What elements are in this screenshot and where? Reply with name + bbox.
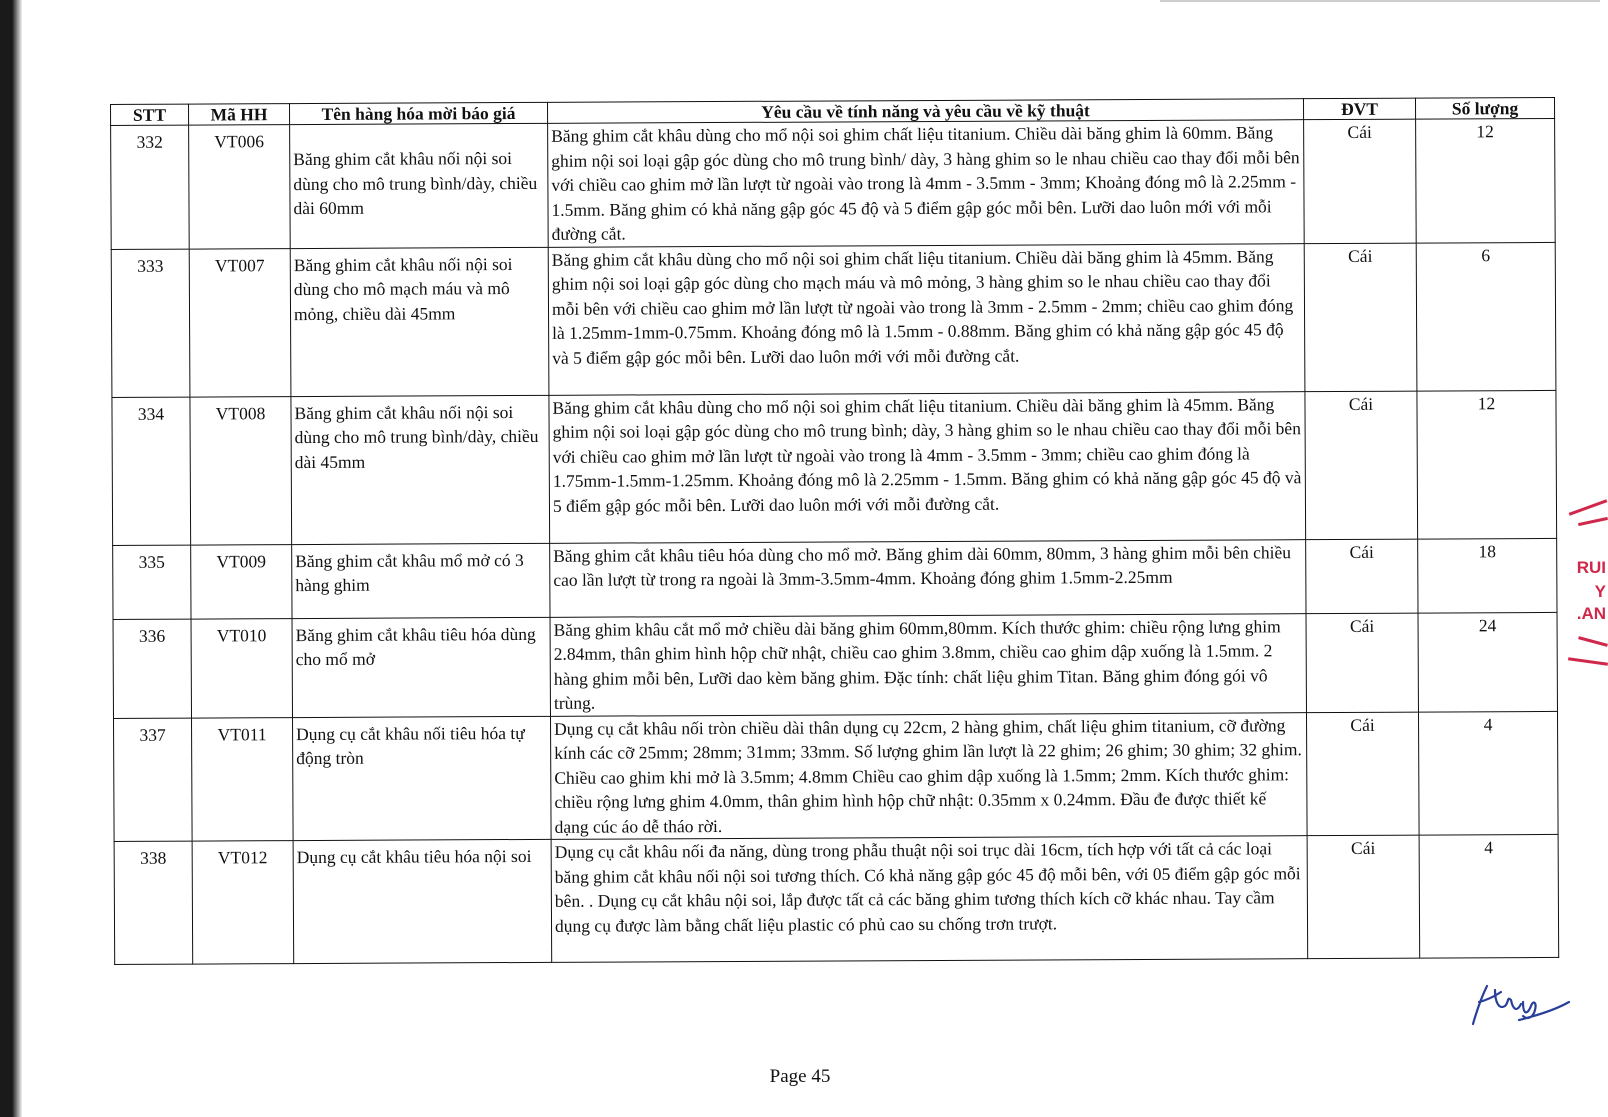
stamp-text: Y (1594, 582, 1606, 601)
table-row (113, 612, 1557, 718)
header-stt: STT (111, 104, 189, 125)
stamp-arc (1578, 517, 1608, 526)
specification-table (110, 97, 1559, 965)
cell-code: VT011 (191, 717, 293, 841)
table-row (113, 538, 1557, 619)
table-row (114, 711, 1559, 842)
stamp-arc (1569, 499, 1608, 515)
cell-stt: 334 (112, 397, 191, 545)
table-row (112, 390, 1557, 545)
cell-spec: Băng ghim cắt khâu dùng cho mổ nội soi ghim chất liệu titanium. Chiều dài băng ghim là 60mm. Băng ghim nội soi loại gập góc dùng cho mô trung bình/ dày, 3 hàng ghim so le nhau chiều cao thay đổi mỗi bên với chiều cao ghim mở lần lượt từ ngoài vào trong là 4mm - 3.5mm - 3mm; Khoảng đóng mô là 2.25mm - 1.5mm. Băng ghim có khả năng gập góc 45 độ và 5 điểm gập góc mỗi bên. Lưỡi dao luôn mới với mỗi đường cắt. (548, 120, 1305, 247)
cell-qty: 4 (1419, 834, 1559, 958)
cell-code: VT009 (191, 544, 292, 618)
cell-name: Dụng cụ cắt khâu tiêu hóa nội soi (293, 839, 552, 963)
cell-code: VT006 (189, 125, 291, 249)
cell-unit: Cái (1304, 119, 1417, 243)
cell-qty: 6 (1416, 242, 1556, 391)
cell-name: Dụng cụ cắt khâu nối tiêu hóa tự động tròn (292, 716, 551, 841)
header-code: Mã HH (189, 104, 290, 125)
cell-unit: Cái (1307, 835, 1420, 959)
cell-stt: 336 (113, 619, 191, 718)
cell-code: VT012 (192, 841, 294, 964)
cell-qty: 12 (1417, 390, 1557, 539)
cell-unit: Cái (1306, 712, 1419, 836)
red-stamp-fragment (1558, 500, 1608, 690)
cell-spec: Băng ghim cắt khâu tiêu hóa dùng cho mổ mở. Băng ghim dài 60mm, 80mm, 3 hàng ghim mỗi bên chiều cao lần lượt từ trong ra ngoài là 3mm-3.5mm-4mm. Khoảng đóng ghim 1.5mm-2.25mm (550, 539, 1306, 617)
header-qty: Số lượng (1415, 97, 1554, 119)
page-number: Page 45 (769, 1066, 831, 1087)
table-row (111, 118, 1556, 249)
cell-code: VT010 (191, 618, 292, 717)
table-row (114, 834, 1559, 964)
header-name: Tên hàng hóa mời báo giá (290, 102, 548, 124)
cell-name: Băng ghim cắt khâu nối nội soi dùng cho mô mạch máu và mô mỏng, chiều dài 45mm (290, 247, 549, 396)
cell-code: VT007 (189, 248, 291, 396)
cell-unit: Cái (1304, 243, 1417, 392)
cell-name: Băng ghim cắt khâu mổ mở có 3 hàng ghim (292, 543, 550, 618)
stamp-text: RUI (1576, 558, 1606, 577)
stamp-text: .AN (1576, 604, 1606, 623)
cell-spec: Băng ghim cắt khâu dùng cho mổ nội soi ghim chất liệu titanium. Chiều dài băng ghim là 45mm. Băng ghim nội soi loại gập góc dùng cho mô trung bình; dày, 3 hàng ghim so le nhau chiều cao thay đổi mỗi bên với chiều cao ghim mở lần lượt từ ngoài vào trong là 4mm - 3.5mm - 3mm; chiều cao ghim đóng là 1.75mm-1.5mm-1.25mm. Khoảng đóng mô là 2.25mm - 1.5mm. Băng ghim có khả năng gập góc 45 độ và 5 điểm gập góc mỗi bên. Lưỡi dao luôn mới với mỗi đường cắt. (549, 391, 1306, 543)
cell-stt: 332 (111, 125, 190, 249)
cell-stt: 338 (114, 841, 193, 964)
cell-name: Băng ghim cắt khâu nối nội soi dùng cho mô trung bình/dày, chiều dài 60mm (290, 123, 549, 248)
cell-qty: 18 (1418, 538, 1557, 613)
cell-spec: Dụng cụ cắt khâu nối tròn chiều dài thân dụng cụ 22cm, 2 hàng ghim, chất liệu ghim titanium, cỡ đường kính các cỡ 25mm; 28mm; 31mm; 33mm. Số lượng ghim lần lượt là 22 ghim; 26 ghim; 30 ghim; 32 ghim. Chiều cao ghim khi mở là 3.5mm; 4.8mm Chiều cao ghim dập xuống là 1.5mm; 2mm. Kích thước ghim: chiều rộng lưng ghim 4.0mm, thân ghim hình hộp chữ nhật: 0.35mm x 0.24mm. Đầu đe được thiết kế dạng cúc áo dễ tháo rời. (550, 712, 1307, 839)
stamp-arc (1578, 636, 1608, 647)
stamp-arc (1568, 657, 1608, 666)
cell-qty: 12 (1416, 118, 1556, 242)
cell-spec: Dụng cụ cắt khâu nối đa năng, dùng trong phẫu thuật nội soi trục dài 16cm, tích hợp với tất cả các loại băng ghim cắt khâu nối nội soi tương thích. Có khả năng gập góc 45 độ mỗi bên, với 05 điểm gập góc mỗi bên. . Dụng cụ cắt khâu nội soi, lắp được tất cả các băng ghim tương thích kích cỡ khác nhau. Tay cầm dụng cụ được làm bằng chất liệu plastic có phủ cao su chống trơn trượt. (551, 836, 1308, 963)
header-spec: Yêu cầu về tính năng và yêu cầu về kỹ thuật (547, 99, 1303, 124)
cell-unit: Cái (1306, 613, 1418, 713)
cell-name: Băng ghim cắt khâu tiêu hóa dùng cho mổ mở (292, 617, 550, 717)
cell-stt: 335 (113, 545, 191, 619)
cell-code: VT008 (190, 396, 292, 544)
cell-spec: Băng ghim khâu cắt mổ mở chiều dài băng ghim 60mm,80mm. Kích thước ghim: chiều rộng lưng ghim 2.84mm, thân ghim hình hộp chữ nhật, chiều cao ghim 3.8mm, chiều cao ghim dập xuống là 1.5mm. 2 hàng ghim mỗi bên, Lưỡi dao kèm băng ghim. Đặc tính: chất liệu ghim Titan. Băng ghim đóng gói vô trùng. (550, 613, 1306, 716)
cell-stt: 337 (114, 718, 193, 842)
cell-unit: Cái (1305, 391, 1418, 540)
cell-stt: 333 (111, 249, 190, 397)
cell-qty: 24 (1418, 612, 1557, 712)
cell-name: Băng ghim cắt khâu nối nội soi dùng cho mô trung bình/dày, chiều dài 45mm (291, 395, 550, 544)
table-row (111, 242, 1556, 397)
signature-mark (1465, 980, 1575, 1030)
header-unit: ĐVT (1303, 98, 1415, 120)
cell-spec: Băng ghim cắt khâu dùng cho mổ nội soi ghim chất liệu titanium. Chiều dài băng ghim là 45mm. Băng ghim nội soi loại gập góc dùng cho mạch máu và mô mỏng, 3 hàng ghim so le nhau chiều cao thay đổi mỗi bên với chiều cao ghim mở lần lượt từ ngoài vào trong là 3mm - 2.5mm - 2mm; chiều cao ghim đóng là 1.25mm-1mm-0.75mm. Khoảng đóng mô là 1.5mm - 0.88mm. Băng ghim có khả năng gập góc 45 độ và 5 điểm gập góc mỗi bên. Lưỡi dao luôn mới với mỗi đường cắt. (548, 243, 1305, 395)
cell-qty: 4 (1418, 711, 1558, 835)
cell-unit: Cái (1306, 539, 1418, 614)
